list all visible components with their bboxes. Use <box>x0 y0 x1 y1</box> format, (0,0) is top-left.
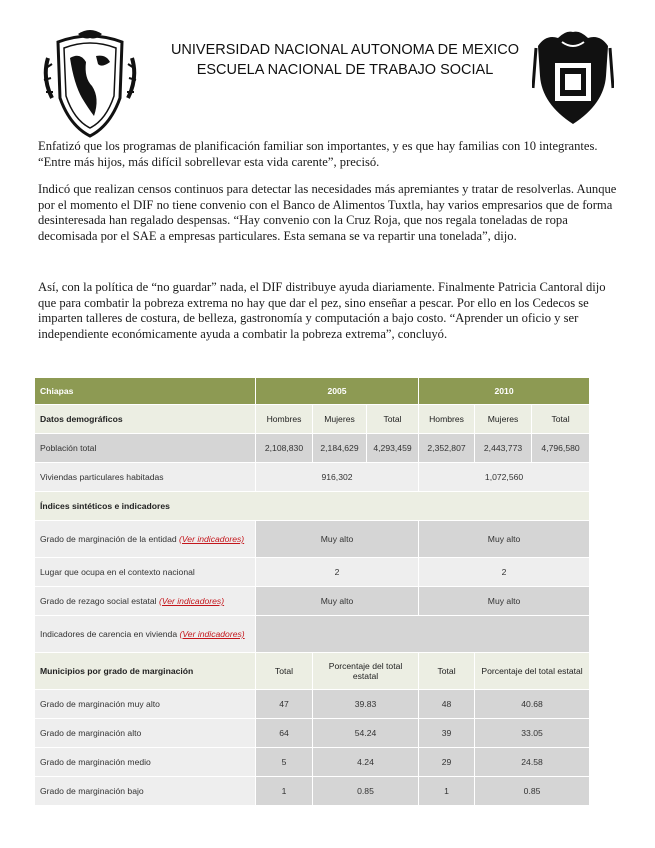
cell: 4,796,580 <box>532 434 590 463</box>
cell: 916,302 <box>256 463 419 492</box>
cell: 39 <box>419 719 475 748</box>
row-label: Población total <box>35 434 256 463</box>
indices-label: Índices sintéticos e indicadores <box>35 492 590 521</box>
cell: 4,293,459 <box>367 434 419 463</box>
col-hombres-2005: Hombres <box>256 405 313 434</box>
cell: Muy alto <box>256 587 419 616</box>
cell: 47 <box>256 690 313 719</box>
table-row <box>35 463 590 492</box>
cell: Muy alto <box>419 521 590 558</box>
unam-shield-logo <box>40 28 140 140</box>
cell: 54.24 <box>313 719 419 748</box>
table-row <box>35 558 590 587</box>
col-porcentaje-2010: Porcentaje del total estatal <box>475 653 590 690</box>
row-label: Grado de marginación bajo <box>35 777 256 806</box>
table-row <box>35 748 590 777</box>
cell: 1 <box>256 777 313 806</box>
col-mujeres-2005: Mujeres <box>313 405 367 434</box>
cell: Muy alto <box>419 587 590 616</box>
cell: Muy alto <box>256 521 419 558</box>
municipios-label: Municipios por grado de marginación <box>35 653 256 690</box>
document-header <box>150 40 540 80</box>
row-label: Viviendas particulares habitadas <box>35 463 256 492</box>
school-title: ESCUELA NACIONAL DE TRABAJO SOCIAL <box>196 62 494 78</box>
demographics-header-row <box>35 405 590 434</box>
col-total-2010: Total <box>532 405 590 434</box>
ver-indicadores-link[interactable]: (Ver indicadores) <box>179 629 245 639</box>
col-total-2005: Total <box>256 653 313 690</box>
row-label: Lugar que ocupa en el contexto nacional <box>35 558 256 587</box>
cell: 2,184,629 <box>313 434 367 463</box>
row-label: Grado de marginación muy alto <box>35 690 256 719</box>
ver-indicadores-link[interactable]: (Ver indicadores) <box>158 596 225 606</box>
cell: 2 <box>419 558 590 587</box>
cell: 4.24 <box>313 748 419 777</box>
table-title: Chiapas <box>35 378 256 405</box>
table-row <box>35 690 590 719</box>
row-label: Grado de marginación alto <box>35 719 256 748</box>
cell: 40.68 <box>475 690 590 719</box>
table-row <box>35 587 590 616</box>
cell: 0.85 <box>313 777 419 806</box>
cell: 48 <box>419 690 475 719</box>
cell: 29 <box>419 748 475 777</box>
paragraph-3: Así, con la política de “no guardar” nada, el DIF distribuye ayuda diariamente. Finalmente Patricia Cantoral dijo que para combatir la pobreza extrema no hay que dar el pez, sino enseñar a pescar. Por ello en los Cedecos se imparten talleres de costura, de belleza, gastronomía y computación a bajo costo. “Aprender un oficio y ser independiente económicamente ayuda a combatir la pobreza extrema”, concluyó. <box>38 280 606 341</box>
demographics-label: Datos demográficos <box>35 405 256 434</box>
col-mujeres-2010: Mujeres <box>475 405 532 434</box>
col-total-2005: Total <box>367 405 419 434</box>
row-label: Grado de rezago social estatal (Ver indicadores) <box>35 587 256 616</box>
cell: 5 <box>256 748 313 777</box>
year-2005: 2005 <box>256 378 419 405</box>
table-row <box>35 434 590 463</box>
col-total-2010: Total <box>419 653 475 690</box>
cell: 1,072,560 <box>419 463 590 492</box>
cell: 1 <box>419 777 475 806</box>
col-porcentaje-2005: Porcentaje del total estatal <box>313 653 419 690</box>
col-hombres-2010: Hombres <box>419 405 475 434</box>
cell: 0.85 <box>475 777 590 806</box>
cell: 64 <box>256 719 313 748</box>
table-header-row <box>35 378 590 405</box>
cell: 2 <box>256 558 419 587</box>
municipios-header-row <box>35 653 590 690</box>
table-row <box>35 616 590 653</box>
cell: 24.58 <box>475 748 590 777</box>
cell: 33.05 <box>475 719 590 748</box>
row-label: Grado de marginación medio <box>35 748 256 777</box>
cell: 2,108,830 <box>256 434 313 463</box>
table-row <box>35 521 590 558</box>
paragraph-1: Enfatizó que los programas de planificación familiar son importantes, y es que hay familias con 10 integrantes. “Entre más hijos, más difícil sobrellevar esta vida carente”, precisó. <box>38 139 598 169</box>
chiapas-data-table <box>34 377 590 806</box>
cell: 2,352,807 <box>419 434 475 463</box>
row-label: Indicadores de carencia en vivienda (Ver indicadores) <box>35 616 256 653</box>
cell: 2,443,773 <box>475 434 532 463</box>
cell: 39.83 <box>313 690 419 719</box>
year-2010: 2010 <box>419 378 590 405</box>
indices-header-row <box>35 492 590 521</box>
empty-cell <box>256 616 590 653</box>
table-row <box>35 719 590 748</box>
row-label: Grado de marginación de la entidad (Ver indicadores) <box>35 521 256 558</box>
university-title: UNIVERSIDAD NACIONAL AUTONOMA DE MEXICO <box>170 42 520 58</box>
paragraph-2: Indicó que realizan censos continuos para detectar las necesidades más apremiantes y tratar de resolverlas. Aunque por el momento el DIF no tiene convenio con el Banco de Alimentos Tuxtla, hay varios empresarios que de forma desinteresada han regalado despensas. “Hay convenio con la Cruz Roja, que nos regala toneladas de ropa decomisada por el SAE a empresas particulares. Esta semana se va repartir una tonelada”, dijo. <box>38 182 617 243</box>
ents-emblem-logo <box>532 28 614 128</box>
ver-indicadores-link[interactable]: (Ver indicadores) <box>179 534 245 544</box>
table-row <box>35 777 590 806</box>
